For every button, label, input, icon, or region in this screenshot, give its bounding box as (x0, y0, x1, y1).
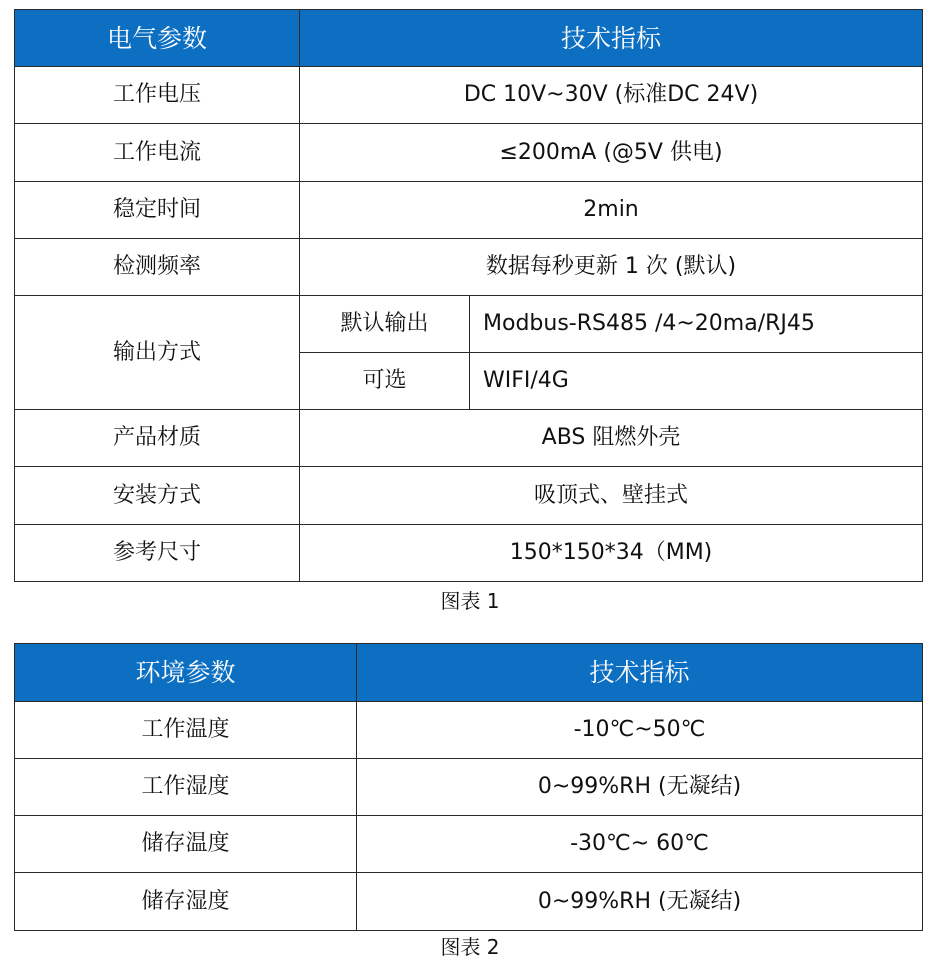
table-header-row (15, 10, 923, 67)
row-param: 储存湿度 (15, 873, 357, 931)
row-param: 工作温度 (15, 702, 357, 759)
row-value: 150*150*34（MM) (300, 525, 923, 582)
table-row (15, 759, 923, 816)
table-row (15, 873, 923, 931)
row-value: -10℃~50℃ (357, 702, 923, 759)
row-param: 工作湿度 (15, 759, 357, 816)
row-param: 稳定时间 (15, 182, 300, 239)
row-param: 安装方式 (15, 467, 300, 525)
row-value: DC 10V~30V (标准DC 24V) (300, 67, 923, 124)
table-row (15, 124, 923, 182)
header-spec: 技术指标 (300, 10, 923, 67)
electrical-parameters-table (14, 9, 923, 582)
row-value: -30℃~ 60℃ (357, 816, 923, 873)
row-value: ABS 阻燃外壳 (300, 410, 923, 467)
row-param: 参考尺寸 (15, 525, 300, 582)
row-value: ≤200mA (@5V 供电) (300, 124, 923, 182)
row-value: 数据每秒更新 1 次 (默认) (300, 239, 923, 296)
table-row (15, 816, 923, 873)
row-param: 产品材质 (15, 410, 300, 467)
output-sub-label: 默认输出 (300, 296, 470, 353)
output-sub-value: Modbus-RS485 /4~20ma/RJ45 (470, 296, 923, 353)
table-row (15, 239, 923, 296)
row-param: 储存温度 (15, 816, 357, 873)
environment-parameters-table (14, 643, 923, 931)
table-row (15, 467, 923, 525)
row-value: 0~99%RH (无凝结) (357, 873, 923, 931)
row-value: 0~99%RH (无凝结) (357, 759, 923, 816)
table-row (15, 525, 923, 582)
table-caption: 图表 2 (440, 935, 500, 959)
table-row (15, 182, 923, 239)
row-param: 检测频率 (15, 239, 300, 296)
table-row (15, 702, 923, 759)
row-value: 2min (300, 182, 923, 239)
table-caption: 图表 1 (440, 589, 500, 613)
output-method-param: 输出方式 (15, 296, 300, 410)
table-row (15, 410, 923, 467)
output-sub-label: 可选 (300, 353, 470, 410)
header-spec: 技术指标 (357, 644, 923, 702)
output-sub-value: WIFI/4G (470, 353, 923, 410)
table-row (15, 296, 923, 353)
header-param: 环境参数 (15, 644, 357, 702)
row-param: 工作电流 (15, 124, 300, 182)
header-param: 电气参数 (15, 10, 300, 67)
table-row (15, 67, 923, 124)
table-header-row (15, 644, 923, 702)
row-value: 吸顶式、壁挂式 (300, 467, 923, 525)
row-param: 工作电压 (15, 67, 300, 124)
